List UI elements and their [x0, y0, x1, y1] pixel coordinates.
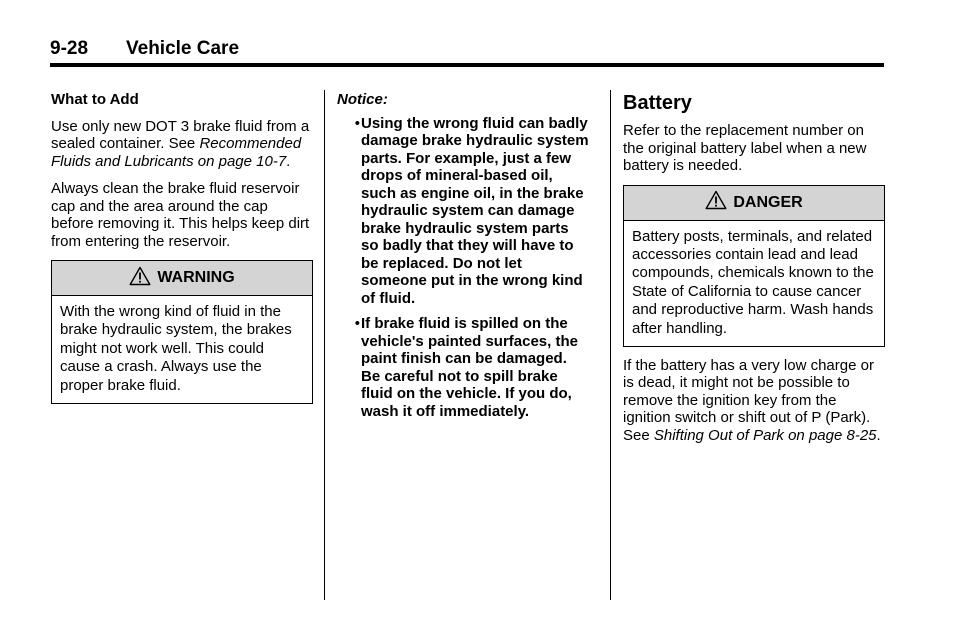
header-rule: [50, 63, 884, 67]
danger-box: [623, 185, 885, 347]
battery-heading: Battery: [623, 92, 692, 114]
warning-box: [51, 260, 313, 404]
cross-reference-link[interactable]: Recommended Fluids and Lubricants on page 10-7: [51, 135, 302, 170]
subheading-what-to-add: What to Add: [51, 91, 139, 108]
column-battery: [623, 92, 885, 454]
bullet-icon: •: [354, 114, 360, 132]
list-item: [337, 315, 589, 420]
notice-label: Notice:: [337, 91, 388, 108]
danger-header: [624, 186, 884, 221]
text: .: [876, 426, 881, 444]
text: .: [286, 152, 291, 170]
section-title: Vehicle Care: [126, 38, 240, 59]
paragraph-clean-cap: Always clean the brake fluid reservoir cap and the area around the cap before removing it. This helps keep dirt from entering the reservoir.: [51, 180, 310, 250]
bullet-text: If brake fluid is spilled on the vehicle's painted surfaces, the paint finish can be damaged. Be careful not to spill brake fluid on the vehicle. If you do, wash it off immediately.: [361, 315, 578, 420]
bullet-icon: •: [354, 315, 360, 332]
warning-triangle-icon: [705, 190, 727, 215]
paragraph-battery-intro: Refer to the replacement number on the original battery label when a new battery is needed.: [623, 122, 867, 174]
column-notice: [337, 91, 589, 428]
page-number: 9-28: [50, 38, 89, 59]
danger-label: DANGER: [733, 193, 803, 211]
column-divider: [610, 90, 611, 600]
paragraph-dot3: [51, 118, 313, 171]
page-header: [50, 38, 884, 68]
bullet-text: Using the wrong fluid can badly damage brake hydraulic system parts. For example, just a few drops of mineral-based oil, such as engine oil, in the brake hydraulic system can damage brake hydraulic system parts so badly that they will have to be replaced. Do not let someone put in the wrong kind of fluid.: [361, 114, 589, 307]
text: Use only new DOT 3 brake fluid from a sealed container. See: [51, 117, 310, 152]
warning-header: [52, 261, 312, 296]
danger-text: Battery posts, terminals, and related accessories contain lead and lead compounds, chemicals known to the State of California to cause cancer and reproductive harm. Wash hands after handling.: [632, 227, 874, 337]
column-divider: [324, 90, 325, 600]
warning-text: With the wrong kind of fluid in the brake hydraulic system, the brakes might not work well. This could cause a crash. Always use the proper brake fluid.: [60, 303, 292, 394]
warning-label: WARNING: [157, 269, 235, 287]
cross-reference-link[interactable]: Shifting Out of Park on page 8-25: [653, 426, 877, 444]
warning-triangle-icon: [129, 266, 151, 291]
paragraph-low-charge: [623, 357, 885, 445]
list-item: [337, 115, 589, 308]
column-what-to-add: [51, 91, 313, 404]
text: If the battery has a very low charge or is dead, it might not be possible to remove the ignition key from the ignition switch or shift out of P (Park). See: [623, 356, 874, 444]
